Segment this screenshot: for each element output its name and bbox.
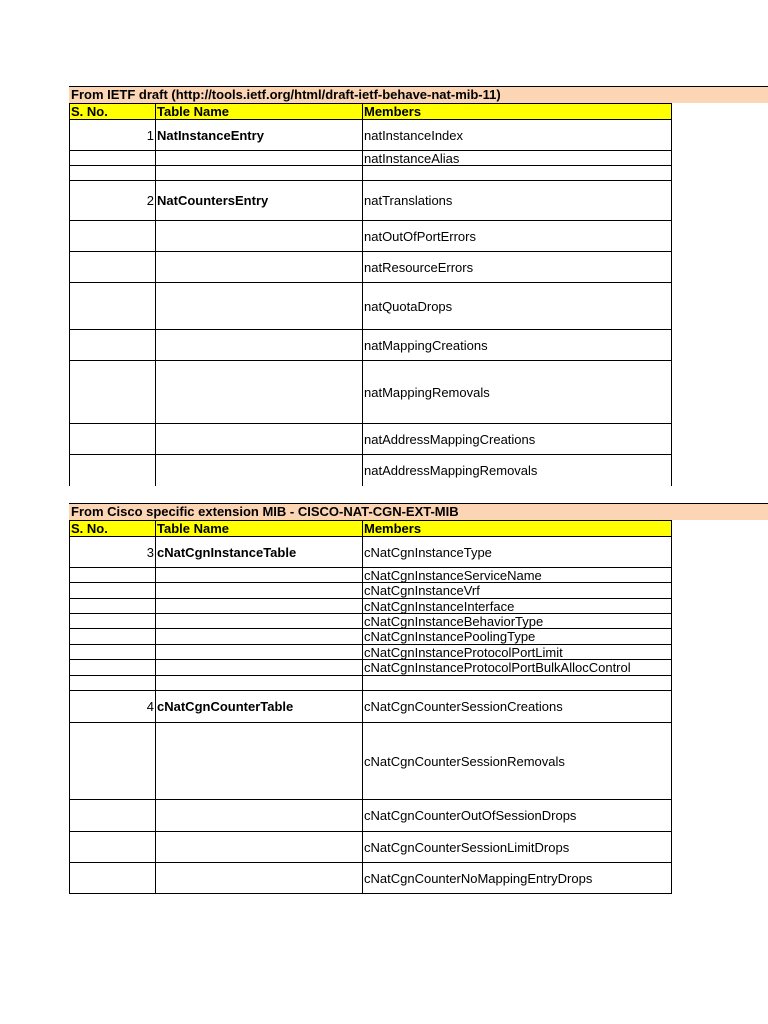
table-row (69, 676, 672, 691)
ietf-table (69, 86, 672, 486)
sno-cell (70, 330, 156, 360)
table-name-cell (156, 424, 363, 454)
member-cell: natOutOfPortErrors (364, 228, 476, 244)
member-cell: cNatCgnInstanceType (364, 544, 492, 560)
table-row (69, 691, 672, 723)
sno-cell: 1 (70, 120, 156, 150)
section-title (69, 86, 768, 103)
member-cell: natMappingCreations (364, 337, 488, 353)
table-name-cell (156, 455, 363, 486)
sno-cell (70, 424, 156, 454)
sno-cell (70, 676, 156, 690)
table-name-cell (156, 676, 363, 690)
col-header-table-name: Table Name (156, 521, 363, 536)
col-header-members: Members (364, 521, 422, 536)
table-row (69, 361, 672, 424)
member-cell (363, 676, 671, 690)
member-cell: natQuotaDrops (364, 298, 453, 314)
table-name-cell (156, 330, 363, 360)
table-row (69, 252, 672, 283)
table-name-cell (156, 283, 363, 329)
section-title (69, 503, 768, 520)
column-header-row (69, 520, 672, 537)
table-name-cell: cNatCgnCounterTable (156, 691, 363, 722)
table-name-cell (156, 252, 363, 282)
col-header-members: Members (364, 104, 422, 119)
table-row (69, 723, 672, 800)
table-row (69, 863, 672, 894)
table-name-cell (156, 151, 363, 165)
sno-cell (70, 583, 156, 598)
sno-cell (70, 283, 156, 329)
table-name-cell (156, 599, 363, 613)
table-name-cell (156, 800, 363, 831)
table-name-cell (156, 166, 363, 180)
member-cell: cNatCgnCounterSessionRemovals (364, 753, 565, 769)
table-row (69, 599, 672, 614)
table-row (69, 424, 672, 455)
member-cell: cNatCgnInstanceServiceName (364, 567, 542, 583)
table-row (69, 181, 672, 221)
sno-cell (70, 614, 156, 628)
table-row (69, 330, 672, 361)
col-header-sno: S. No. (70, 104, 156, 119)
table-row (69, 283, 672, 330)
sno-cell: 3 (70, 537, 156, 567)
member-cell: natResourceErrors (364, 259, 474, 275)
sno-cell (70, 645, 156, 659)
member-cell: cNatCgnCounterSessionCreations (364, 699, 563, 714)
sno-cell (70, 723, 156, 799)
sno-cell (70, 629, 156, 644)
sno-cell (70, 832, 156, 862)
sno-cell (70, 568, 156, 582)
member-cell: natTranslations (364, 193, 453, 208)
table-name-cell: cNatCgnInstanceTable (156, 537, 363, 567)
member-cell: cNatCgnInstanceBehaviorType (364, 613, 544, 629)
member-cell: natInstanceAlias (364, 150, 460, 166)
sno-cell (70, 151, 156, 165)
sno-cell (70, 221, 156, 251)
table-name-cell (156, 361, 363, 423)
member-cell: cNatCgnCounterNoMappingEntryDrops (364, 870, 593, 886)
table-row (69, 800, 672, 832)
member-cell: natMappingRemovals (364, 384, 490, 400)
sno-cell (70, 252, 156, 282)
sno-cell (70, 863, 156, 893)
table-row (69, 614, 672, 629)
member-cell: cNatCgnInstanceProtocolPortLimit (364, 644, 563, 660)
member-cell: cNatCgnCounterSessionLimitDrops (364, 839, 570, 855)
table-name-cell (156, 645, 363, 659)
member-cell: cNatCgnInstanceVrf (364, 583, 480, 598)
table-row (69, 120, 672, 151)
table-name-cell (156, 583, 363, 598)
sno-cell: 2 (70, 181, 156, 220)
sno-cell (70, 361, 156, 423)
member-cell: natAddressMappingCreations (364, 431, 536, 447)
member-cell: cNatCgnCounterOutOfSessionDrops (364, 808, 577, 823)
sno-cell (70, 660, 156, 675)
table-row (69, 455, 672, 486)
section-title-text: From IETF draft (http://tools.ietf.org/html/draft-ietf-behave-nat-mib-11) (71, 87, 501, 102)
table-row (69, 568, 672, 583)
table-row (69, 151, 672, 166)
member-cell: cNatCgnInstanceInterface (364, 598, 515, 614)
table-row (69, 660, 672, 676)
table-name-cell (156, 832, 363, 862)
table-row (69, 629, 672, 645)
section-title-text: From Cisco specific extension MIB - CISCO-NAT-CGN-EXT-MIB (71, 504, 459, 519)
member-cell: cNatCgnInstanceProtocolPortBulkAllocControl (364, 660, 631, 675)
table-name-cell (156, 629, 363, 644)
col-header-sno: S. No. (70, 521, 156, 536)
table-name-cell (156, 863, 363, 893)
col-header-table-name: Table Name (156, 104, 363, 119)
table-name-cell (156, 660, 363, 675)
table-row (69, 221, 672, 252)
table-row (69, 537, 672, 568)
member-cell: natAddressMappingRemovals (364, 463, 538, 478)
table-row (69, 583, 672, 599)
sno-cell: 4 (70, 691, 156, 722)
table-row (69, 166, 672, 181)
table-name-cell: NatInstanceEntry (156, 120, 363, 150)
sno-cell (70, 800, 156, 831)
column-header-row (69, 103, 672, 120)
member-cell: natInstanceIndex (364, 127, 464, 143)
sno-cell (70, 599, 156, 613)
member-cell (363, 166, 671, 180)
table-name-cell (156, 568, 363, 582)
sno-cell (70, 455, 156, 486)
table-name-cell: NatCountersEntry (156, 181, 363, 220)
table-name-cell (156, 614, 363, 628)
table-name-cell (156, 723, 363, 799)
sno-cell (70, 166, 156, 180)
table-name-cell (156, 221, 363, 251)
cisco-table (69, 503, 672, 894)
table-row (69, 832, 672, 863)
member-cell: cNatCgnInstancePoolingType (364, 629, 536, 644)
table-row (69, 645, 672, 660)
